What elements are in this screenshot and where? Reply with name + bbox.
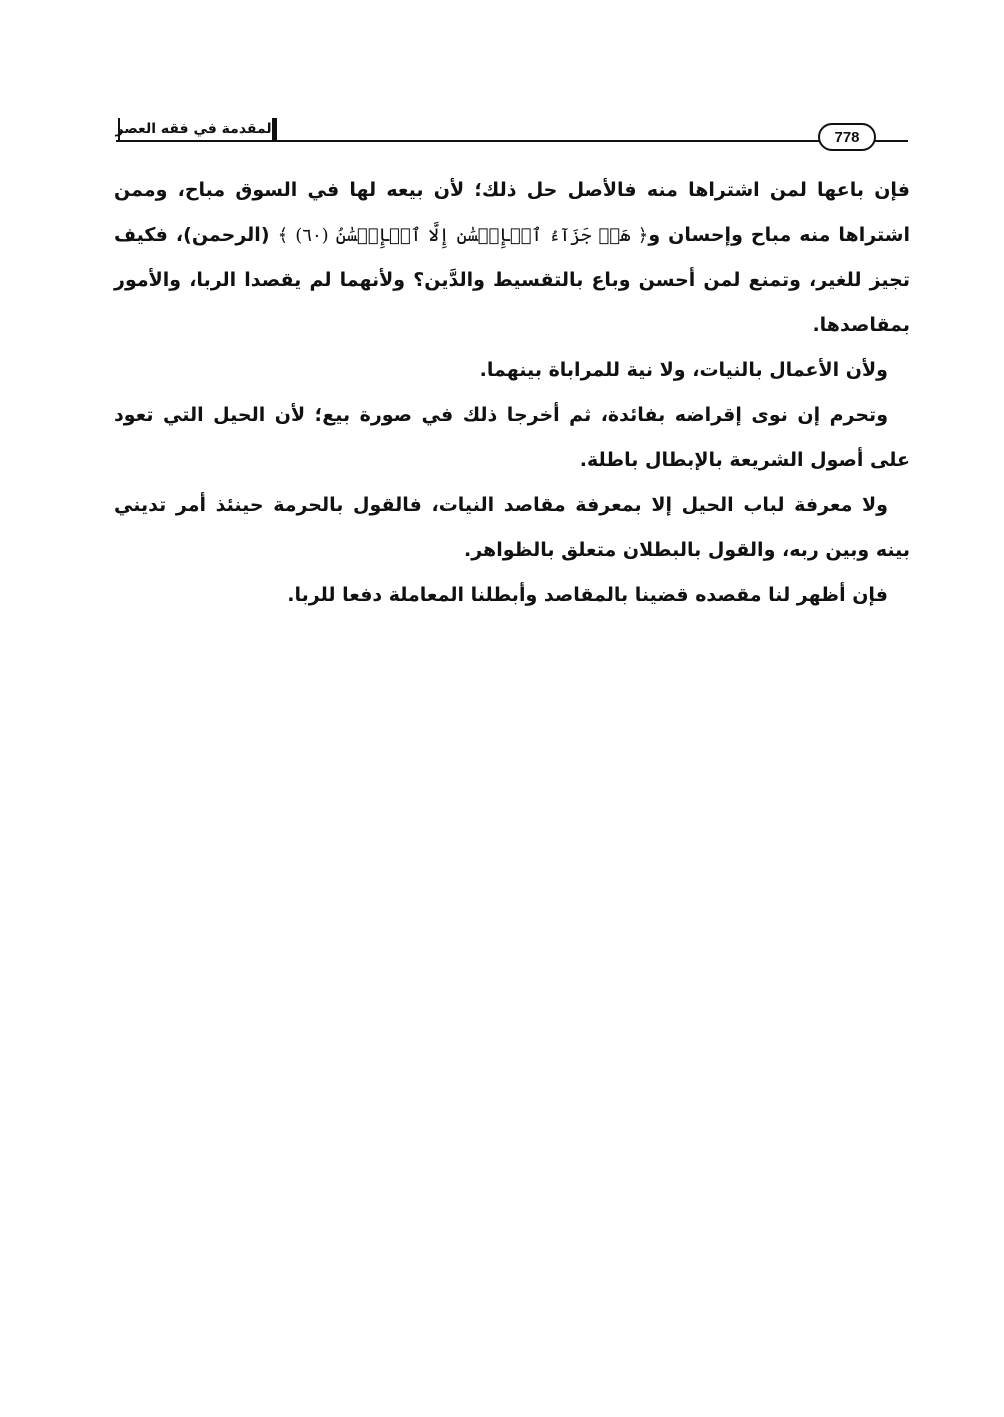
paragraph-1-text-start: فإن باعها لمن اشتراها منه فالأصل حل ذلك؛ لأن بيعه لها في السوق مباح، وممن اشتراها منه مباح وإحسان و — [114, 179, 910, 246]
page-number: 778 — [818, 123, 876, 151]
verse-reference: (الرحمن) — [183, 224, 270, 246]
paragraph-3: وتحرم إن نوى إقراضه بفائدة، ثم أخرجا ذلك في صورة بيع؛ لأن الحيل التي تعود على أصول الشريعة بالإبطال باطلة. — [114, 404, 910, 471]
verse-text: هَلۡ جَزَآءُ ٱلۡإِحۡسَٰنِ إِلَّا ٱلۡإِحۡسَٰنُ — [335, 225, 631, 246]
verse-number: ٦٠ — [302, 225, 322, 246]
page-header — [0, 0, 1004, 160]
book-title: المقدمة في فقه العصر — [118, 118, 277, 140]
verse-close-bracket: ﴾ — [277, 225, 289, 246]
header-rule — [116, 140, 908, 142]
verse-open-bracket: ﴿ — [637, 225, 649, 246]
paragraph-4: ولا معرفة لباب الحيل إلا بمعرفة مقاصد النيات، فالقول بالحرمة حينئذ أمر تديني بينه وبين ربه، والقول بالبطلان متعلق بالظواهر. — [114, 494, 910, 561]
paragraph-1-text-end: ، فكيف تجيز للغير، وتمنع لمن أحسن وباع بالتقسيط والدَّين؟ ولأنهما لم يقصدا الربا، والأمور بمقاصدها. — [114, 224, 910, 336]
page-body — [114, 168, 910, 618]
paragraph-5: فإن أظهر لنا مقصده قضينا بالمقاصد وأبطلنا المعاملة دفعا للربا. — [287, 584, 888, 606]
paragraph-2: ولأن الأعمال بالنيات، ولا نية للمراباة بينهما. — [479, 359, 888, 381]
paragraph-1 — [114, 168, 910, 348]
quran-verse: ﴿ هَلۡ جَزَآءُ ٱلۡإِحۡسَٰنِ إِلَّا ٱلۡإِحۡسَٰنُ (٦٠) ﴾ — [277, 225, 649, 246]
